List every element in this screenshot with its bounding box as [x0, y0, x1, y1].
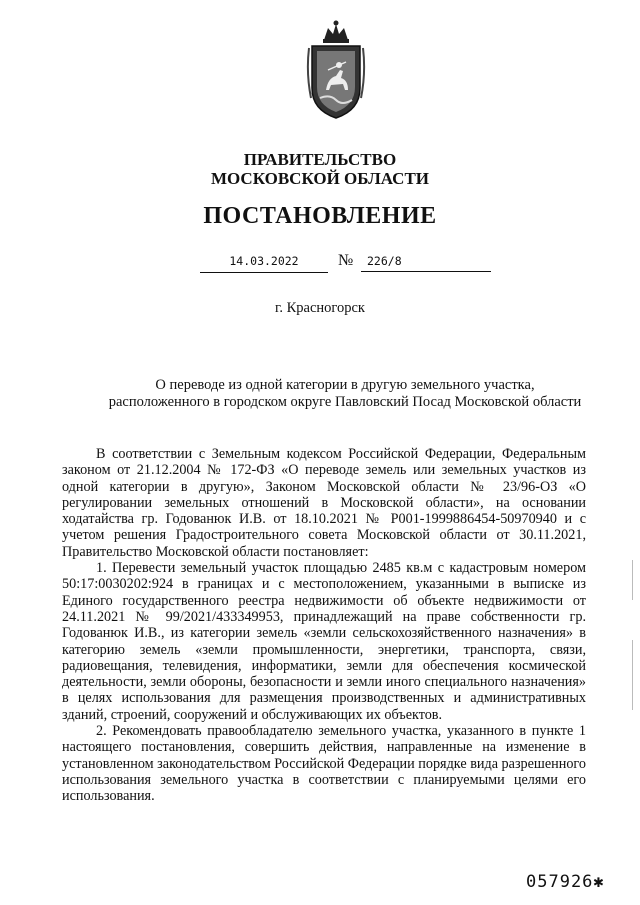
serial-number: 057926✱ [526, 872, 605, 892]
preamble-paragraph: В соответствии с Земельным кодексом Российской Федерации, Федеральным законом от 21.12.2004 № 172-ФЗ «О переводе земель или земельных участков из одной категории в другую», Законом Московской области № 23/96-ОЗ «О регулировании земельных отношений в Московской области», на основании ходатайства гр. Годованюк И.В. от 18.10.2021 № Р001-1999886454-50970940 и с учетом решения Градостроительного совета Московской области от 30.11.2021, Правительство Московской области постановляет: [62, 446, 586, 560]
clause-1-paragraph: 1. Перевести земельный участок площадью 2485 кв.м с кадастровым номером 50:17:0030202:924 в границах и с местоположением, указанными в выписке из Единого государственного реестра недвижимости об объекте недвижимости от 24.11.2021 № 99/2021/433349953, принадлежащий на праве собственности гр. Годованюк И.В., из категории земель «земли сельскохозяйственного назначения» в категорию земель «земли промышленности, энергетики, транспорта, связи, радиовещания, телевидения, информатики, земли для обеспечения космической деятельности, земли обороны, безопасности и земли иного специального назначения» в целях использования для размещения производственных и административных зданий, строений, сооружений и обслуживающих их объектов. [62, 560, 586, 723]
subject-line-2: расположенного в городском округе Павловский Посад Московской области [108, 394, 582, 410]
issuing-authority [0, 150, 640, 188]
document-subject [50, 377, 640, 411]
clause-2-paragraph: 2. Рекомендовать правообладателю земельного участка, указанного в пункте 1 настоящего постановления, совершить действия, направленные на изменение в установленном законодательством Российской Федерации порядке вида разрешенного использования земельного участка в соответствии с планируемыми целями его использования. [62, 723, 586, 805]
document-type: ПОСТАНОВЛЕНИЕ [203, 203, 437, 229]
document-body [62, 446, 586, 805]
coat-of-arms-icon [306, 18, 366, 122]
document-date: 14.03.2022 [200, 252, 328, 273]
subject-line-1: О переводе из одной категории в другую земельного участка, [155, 377, 535, 393]
authority-line-1: ПРАВИТЕЛЬСТВО [243, 150, 397, 169]
number-sign: № [338, 252, 354, 269]
city: г. Красногорск [275, 300, 365, 316]
authority-line-2: МОСКОВСКОЙ ОБЛАСТИ [210, 169, 430, 188]
document-number: 226/8 [361, 252, 491, 272]
scan-edge-mark [632, 560, 633, 600]
scan-edge-mark [632, 640, 633, 710]
